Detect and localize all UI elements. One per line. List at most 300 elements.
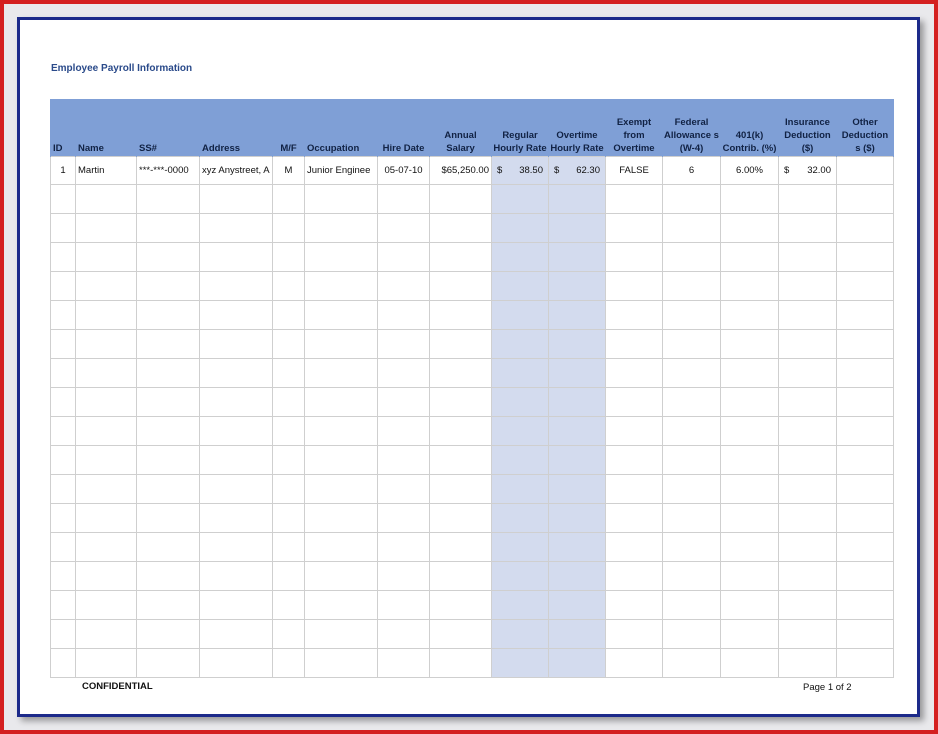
table-cell[interactable] [273,649,305,678]
table-cell[interactable] [200,185,273,214]
table-row[interactable] [51,359,894,388]
column-header[interactable]: Overtime Hourly Rate [549,99,606,157]
table-cell[interactable] [378,533,430,562]
table-cell[interactable] [549,185,606,214]
table-row[interactable] [51,330,894,359]
table-cell[interactable] [137,475,200,504]
table-cell[interactable] [606,388,663,417]
table-cell[interactable] [305,185,378,214]
cell-overtime-rate[interactable] [549,157,606,185]
table-cell[interactable] [492,359,549,388]
table-cell[interactable] [549,301,606,330]
table-cell[interactable] [837,504,894,533]
table-cell[interactable] [549,591,606,620]
table-cell[interactable] [76,214,137,243]
column-header[interactable]: Insurance Deduction ($) [779,99,837,157]
table-cell[interactable] [549,649,606,678]
column-header[interactable]: ID [51,99,76,157]
table-cell[interactable] [606,185,663,214]
table-cell[interactable] [492,388,549,417]
table-cell[interactable] [305,301,378,330]
table-cell[interactable] [606,301,663,330]
table-cell[interactable] [549,620,606,649]
table-cell[interactable] [200,330,273,359]
table-cell[interactable] [378,504,430,533]
table-cell[interactable] [430,504,492,533]
table-cell[interactable] [137,388,200,417]
table-cell[interactable] [200,388,273,417]
table-cell[interactable] [137,214,200,243]
table-cell[interactable] [606,620,663,649]
table-cell[interactable] [549,533,606,562]
table-cell[interactable] [273,185,305,214]
table-cell[interactable] [378,330,430,359]
table-cell[interactable] [606,243,663,272]
table-cell[interactable] [137,301,200,330]
table-row[interactable] [51,185,894,214]
table-row[interactable] [51,649,894,678]
table-cell[interactable] [837,214,894,243]
table-cell[interactable] [137,649,200,678]
table-cell[interactable] [779,330,837,359]
table-cell[interactable] [76,388,137,417]
table-cell[interactable] [430,330,492,359]
table-cell[interactable] [663,533,721,562]
table-cell[interactable] [378,301,430,330]
table-cell[interactable] [76,475,137,504]
table-cell[interactable] [721,533,779,562]
table-cell[interactable] [137,359,200,388]
table-cell[interactable] [430,562,492,591]
table-cell[interactable] [305,562,378,591]
table-cell[interactable] [549,359,606,388]
table-cell[interactable] [606,214,663,243]
table-cell[interactable] [51,272,76,301]
table-cell[interactable] [51,417,76,446]
table-cell[interactable] [721,620,779,649]
table-cell[interactable] [430,301,492,330]
table-cell[interactable] [606,330,663,359]
cell-401k[interactable]: 6.00% [721,157,779,185]
table-cell[interactable] [430,649,492,678]
table-cell[interactable] [200,533,273,562]
table-cell[interactable] [837,533,894,562]
column-header[interactable]: Hire Date [378,99,430,157]
cell-address[interactable]: xyz Anystreet, A [200,157,273,185]
column-header[interactable]: Federal Allowance s (W-4) [663,99,721,157]
column-header[interactable]: Other Deduction s ($) [837,99,894,157]
table-cell[interactable] [273,591,305,620]
table-cell[interactable] [721,504,779,533]
table-row[interactable] [51,504,894,533]
table-cell[interactable] [721,649,779,678]
table-cell[interactable] [721,214,779,243]
table-cell[interactable] [378,649,430,678]
table-cell[interactable] [779,214,837,243]
table-row[interactable] [51,272,894,301]
table-cell[interactable] [273,301,305,330]
table-row[interactable] [51,533,894,562]
table-cell[interactable] [549,388,606,417]
cell-annual-salary[interactable]: $65,250.00 [430,157,492,185]
table-cell[interactable] [200,417,273,446]
cell-insurance[interactable] [779,157,837,185]
table-cell[interactable] [76,446,137,475]
table-cell[interactable] [663,359,721,388]
table-cell[interactable] [663,272,721,301]
table-cell[interactable] [273,475,305,504]
table-cell[interactable] [51,330,76,359]
table-cell[interactable] [305,649,378,678]
table-cell[interactable] [273,417,305,446]
table-cell[interactable] [721,475,779,504]
table-cell[interactable] [837,562,894,591]
column-header[interactable]: Address [200,99,273,157]
table-cell[interactable] [378,475,430,504]
table-cell[interactable] [273,620,305,649]
table-cell[interactable] [200,243,273,272]
table-cell[interactable] [430,475,492,504]
table-row[interactable] [51,562,894,591]
table-cell[interactable] [378,388,430,417]
table-cell[interactable] [606,504,663,533]
table-cell[interactable] [549,475,606,504]
table-cell[interactable] [76,591,137,620]
table-cell[interactable] [51,359,76,388]
table-cell[interactable] [430,388,492,417]
table-cell[interactable] [51,446,76,475]
table-cell[interactable] [837,185,894,214]
table-cell[interactable] [837,243,894,272]
table-cell[interactable] [549,504,606,533]
table-row[interactable] [51,475,894,504]
column-header[interactable]: Occupation [305,99,378,157]
table-cell[interactable] [51,649,76,678]
table-cell[interactable] [76,243,137,272]
table-cell[interactable] [137,330,200,359]
table-cell[interactable] [663,388,721,417]
table-cell[interactable] [305,243,378,272]
table-cell[interactable] [721,185,779,214]
table-cell[interactable] [76,272,137,301]
table-cell[interactable] [663,475,721,504]
cell-ssn[interactable]: ***-***-0000 [137,157,200,185]
table-cell[interactable] [492,475,549,504]
table-cell[interactable] [378,214,430,243]
table-cell[interactable] [779,243,837,272]
table-cell[interactable] [492,446,549,475]
table-cell[interactable] [837,475,894,504]
table-cell[interactable] [492,330,549,359]
table-cell[interactable] [137,504,200,533]
table-cell[interactable] [200,359,273,388]
table-cell[interactable] [779,591,837,620]
table-cell[interactable] [137,562,200,591]
table-cell[interactable] [51,591,76,620]
table-cell[interactable] [837,359,894,388]
table-cell[interactable] [663,214,721,243]
table-cell[interactable] [492,591,549,620]
table-cell[interactable] [430,272,492,301]
table-cell[interactable] [663,301,721,330]
table-cell[interactable] [721,301,779,330]
table-cell[interactable] [721,330,779,359]
table-cell[interactable] [273,243,305,272]
table-cell[interactable] [378,272,430,301]
table-cell[interactable] [378,591,430,620]
table-cell[interactable] [492,243,549,272]
cell-name[interactable]: Martin [76,157,137,185]
column-header[interactable]: 401(k) Contrib. (%) [721,99,779,157]
table-cell[interactable] [305,359,378,388]
table-cell[interactable] [378,620,430,649]
table-cell[interactable] [549,243,606,272]
table-cell[interactable] [606,446,663,475]
table-cell[interactable] [273,562,305,591]
table-cell[interactable] [200,446,273,475]
table-cell[interactable] [606,533,663,562]
table-cell[interactable] [430,446,492,475]
table-cell[interactable] [137,243,200,272]
table-cell[interactable] [549,272,606,301]
table-cell[interactable] [606,591,663,620]
table-cell[interactable] [200,504,273,533]
table-cell[interactable] [51,301,76,330]
table-cell[interactable] [305,533,378,562]
table-cell[interactable] [606,272,663,301]
table-cell[interactable] [76,301,137,330]
table-cell[interactable] [76,533,137,562]
table-cell[interactable] [200,562,273,591]
table-cell[interactable] [606,417,663,446]
table-cell[interactable] [606,562,663,591]
table-cell[interactable] [779,301,837,330]
table-cell[interactable] [76,330,137,359]
table-cell[interactable] [51,475,76,504]
table-cell[interactable] [779,562,837,591]
table-cell[interactable] [200,272,273,301]
table-row[interactable] [51,417,894,446]
table-cell[interactable] [430,185,492,214]
table-cell[interactable] [721,243,779,272]
column-header[interactable]: M/F [273,99,305,157]
table-cell[interactable] [779,533,837,562]
table-cell[interactable] [137,591,200,620]
table-cell[interactable] [76,417,137,446]
table-cell[interactable] [663,591,721,620]
column-header[interactable]: Regular Hourly Rate [492,99,549,157]
table-cell[interactable] [378,359,430,388]
table-row[interactable] [51,243,894,272]
table-cell[interactable] [663,243,721,272]
table-cell[interactable] [837,591,894,620]
cell-sex[interactable]: M [273,157,305,185]
table-row[interactable] [51,157,894,185]
table-cell[interactable] [200,214,273,243]
column-header[interactable]: Annual Salary [430,99,492,157]
table-cell[interactable] [305,214,378,243]
table-cell[interactable] [721,591,779,620]
cell-regular-rate[interactable] [492,157,549,185]
table-cell[interactable] [51,533,76,562]
table-cell[interactable] [76,620,137,649]
table-cell[interactable] [305,417,378,446]
table-cell[interactable] [721,388,779,417]
table-cell[interactable] [378,562,430,591]
table-cell[interactable] [779,620,837,649]
table-cell[interactable] [721,446,779,475]
table-cell[interactable] [779,475,837,504]
table-cell[interactable] [721,272,779,301]
table-cell[interactable] [137,417,200,446]
table-cell[interactable] [779,388,837,417]
table-cell[interactable] [779,185,837,214]
table-cell[interactable] [273,504,305,533]
table-cell[interactable] [549,417,606,446]
table-cell[interactable] [51,504,76,533]
table-cell[interactable] [273,446,305,475]
column-header[interactable]: Exempt from Overtime [606,99,663,157]
table-cell[interactable] [137,272,200,301]
table-cell[interactable] [663,620,721,649]
table-cell[interactable] [51,620,76,649]
table-cell[interactable] [492,504,549,533]
table-cell[interactable] [51,243,76,272]
table-cell[interactable] [305,620,378,649]
table-cell[interactable] [837,301,894,330]
table-cell[interactable] [492,649,549,678]
table-cell[interactable] [137,620,200,649]
table-cell[interactable] [663,185,721,214]
table-cell[interactable] [837,272,894,301]
table-row[interactable] [51,446,894,475]
table-cell[interactable] [430,591,492,620]
table-cell[interactable] [837,417,894,446]
cell-hire-date[interactable]: 05-07-10 [378,157,430,185]
table-cell[interactable] [430,243,492,272]
table-cell[interactable] [663,446,721,475]
table-cell[interactable] [663,417,721,446]
table-cell[interactable] [51,214,76,243]
table-cell[interactable] [273,388,305,417]
table-cell[interactable] [273,533,305,562]
cell-id[interactable]: 1 [51,157,76,185]
table-cell[interactable] [606,649,663,678]
table-cell[interactable] [492,272,549,301]
table-cell[interactable] [305,504,378,533]
table-cell[interactable] [779,446,837,475]
table-cell[interactable] [549,446,606,475]
table-row[interactable] [51,388,894,417]
table-cell[interactable] [549,330,606,359]
table-cell[interactable] [606,475,663,504]
table-cell[interactable] [137,446,200,475]
table-cell[interactable] [273,272,305,301]
cell-other-deductions[interactable] [837,157,894,185]
table-cell[interactable] [273,214,305,243]
table-cell[interactable] [430,417,492,446]
table-cell[interactable] [200,591,273,620]
table-cell[interactable] [273,359,305,388]
table-cell[interactable] [51,185,76,214]
table-cell[interactable] [492,620,549,649]
table-cell[interactable] [837,330,894,359]
table-cell[interactable] [721,562,779,591]
table-cell[interactable] [837,620,894,649]
table-cell[interactable] [76,649,137,678]
cell-occupation[interactable]: Junior Enginee [305,157,378,185]
table-cell[interactable] [430,214,492,243]
table-row[interactable] [51,301,894,330]
table-cell[interactable] [378,446,430,475]
table-cell[interactable] [137,533,200,562]
table-cell[interactable] [200,620,273,649]
table-cell[interactable] [378,417,430,446]
table-cell[interactable] [51,388,76,417]
table-cell[interactable] [663,504,721,533]
table-row[interactable] [51,591,894,620]
table-cell[interactable] [606,359,663,388]
table-cell[interactable] [549,214,606,243]
table-cell[interactable] [305,272,378,301]
table-cell[interactable] [663,649,721,678]
table-cell[interactable] [273,330,305,359]
table-cell[interactable] [305,475,378,504]
table-cell[interactable] [492,185,549,214]
table-cell[interactable] [378,185,430,214]
table-row[interactable] [51,214,894,243]
table-cell[interactable] [549,562,606,591]
table-cell[interactable] [779,649,837,678]
table-cell[interactable] [430,533,492,562]
table-cell[interactable] [305,446,378,475]
table-row[interactable] [51,620,894,649]
cell-federal-allowances[interactable]: 6 [663,157,721,185]
table-cell[interactable] [76,359,137,388]
cell-exempt[interactable]: FALSE [606,157,663,185]
table-cell[interactable] [430,620,492,649]
table-cell[interactable] [779,504,837,533]
table-cell[interactable] [492,301,549,330]
column-header[interactable]: SS# [137,99,200,157]
table-cell[interactable] [837,446,894,475]
table-cell[interactable] [305,388,378,417]
table-cell[interactable] [492,214,549,243]
table-cell[interactable] [200,475,273,504]
table-cell[interactable] [51,562,76,591]
table-cell[interactable] [663,330,721,359]
table-cell[interactable] [663,562,721,591]
table-cell[interactable] [137,185,200,214]
table-cell[interactable] [721,359,779,388]
table-cell[interactable] [305,591,378,620]
column-header[interactable]: Name [76,99,137,157]
table-cell[interactable] [837,649,894,678]
table-cell[interactable] [837,388,894,417]
table-cell[interactable] [200,649,273,678]
table-cell[interactable] [492,417,549,446]
table-cell[interactable] [76,185,137,214]
table-cell[interactable] [721,417,779,446]
table-cell[interactable] [378,243,430,272]
table-cell[interactable] [492,533,549,562]
table-cell[interactable] [492,562,549,591]
table-cell[interactable] [779,359,837,388]
table-cell[interactable] [779,272,837,301]
table-cell[interactable] [76,504,137,533]
table-cell[interactable] [779,417,837,446]
table-cell[interactable] [76,562,137,591]
